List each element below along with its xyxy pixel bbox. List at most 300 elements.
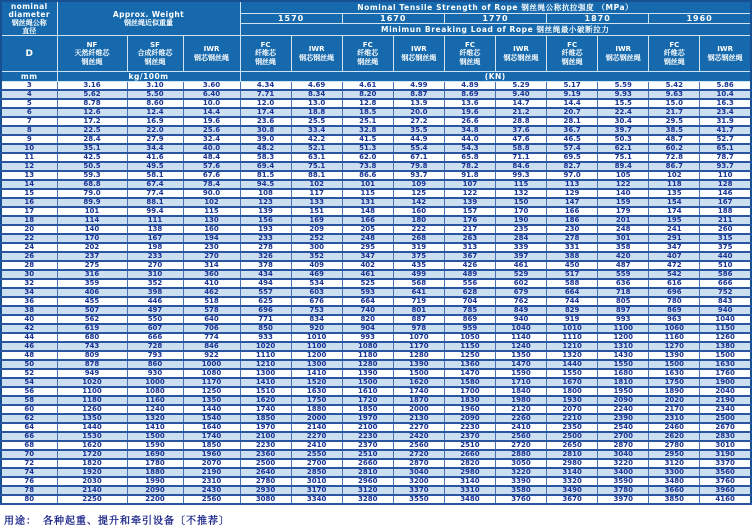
- table-row-d16: [1, 198, 751, 207]
- cell-value: 1520: [291, 378, 342, 387]
- cell-value: 1200: [598, 333, 649, 342]
- cell-value: 1920: [57, 468, 127, 477]
- cell-value: 3010: [700, 441, 751, 450]
- table-row-d68: [1, 441, 751, 450]
- cell-value: 140: [57, 225, 127, 234]
- cell-value: 426: [444, 261, 495, 270]
- cell-value: 849: [495, 306, 546, 315]
- cell-value: 102: [183, 198, 240, 207]
- cell-value: 1310: [598, 342, 649, 351]
- table-row-d17: [1, 207, 751, 216]
- cell-value: 122: [598, 180, 649, 189]
- cell-value: 2210: [547, 414, 598, 423]
- cell-value: 1020: [57, 378, 127, 387]
- cell-diameter: 12: [1, 162, 57, 171]
- cell-value: 57.4: [547, 144, 598, 153]
- strength-1870: 1870: [547, 14, 649, 24]
- cell-value: 81.5: [240, 171, 291, 180]
- col-header-tensile-strength: Nominal Tensile Strength of Rope 钢丝绳公称抗拉强度 （MPa）: [240, 1, 751, 14]
- cell-value: 3050: [495, 459, 546, 468]
- cell-value: 1390: [342, 369, 393, 378]
- cell-diameter: 50: [1, 360, 57, 369]
- cell-value: 1590: [127, 441, 183, 450]
- cell-value: 1880: [127, 468, 183, 477]
- cell-value: 59.3: [57, 171, 127, 180]
- cell-value: 25.6: [183, 126, 240, 135]
- cell-value: 3390: [495, 477, 546, 486]
- cell-value: 69.4: [240, 162, 291, 171]
- cell-value: 402: [342, 261, 393, 270]
- table-row-d58: [1, 396, 751, 405]
- cell-value: 17.2: [57, 117, 127, 126]
- cell-value: 2270: [393, 423, 444, 432]
- cell-value: 2340: [700, 405, 751, 414]
- cell-value: 2140: [291, 423, 342, 432]
- cell-value: 3370: [393, 486, 444, 495]
- nominal-diameter-zh-line2: 直径: [22, 26, 37, 35]
- cell-value: 375: [393, 252, 444, 261]
- cell-value: 123: [240, 198, 291, 207]
- cell-value: 166: [547, 207, 598, 216]
- cell-value: 46.5: [547, 135, 598, 144]
- cell-value: 39.7: [598, 126, 649, 135]
- cell-value: 2230: [240, 441, 291, 450]
- cell-value: 1750: [291, 396, 342, 405]
- cell-diameter: 62: [1, 414, 57, 423]
- cell-value: 9.63: [649, 90, 700, 99]
- cell-value: 41.5: [342, 135, 393, 144]
- cell-value: 510: [700, 261, 751, 270]
- cell-value: 568: [393, 279, 444, 288]
- cell-value: 32.4: [183, 135, 240, 144]
- cell-value: 664: [342, 297, 393, 306]
- cell-value: 86.7: [649, 162, 700, 171]
- cell-value: 8.20: [342, 90, 393, 99]
- cell-diameter: 15: [1, 189, 57, 198]
- cell-value: 67.4: [127, 180, 183, 189]
- cell-value: 109: [393, 180, 444, 189]
- cell-diameter: 30: [1, 270, 57, 279]
- cell-value: 887: [393, 315, 444, 324]
- cell-value: 2200: [127, 495, 183, 504]
- cell-value: 313: [444, 243, 495, 252]
- cell-value: 42.5: [57, 153, 127, 162]
- cell-value: 1990: [127, 477, 183, 486]
- cell-value: 603: [291, 288, 342, 297]
- cell-diameter: 32: [1, 279, 57, 288]
- cell-value: 5.59: [598, 82, 649, 91]
- cell-value: 1850: [342, 405, 393, 414]
- cell-value: 489: [444, 270, 495, 279]
- cell-value: 28.1: [547, 117, 598, 126]
- cell-value: 1500: [649, 360, 700, 369]
- cell-value: 1680: [598, 369, 649, 378]
- table-row-d74: [1, 468, 751, 477]
- cell-value: 1010: [547, 324, 598, 333]
- cell-value: 1510: [240, 387, 291, 396]
- cell-value: 1160: [127, 396, 183, 405]
- table-row-d26: [1, 252, 751, 261]
- cell-value: 719: [393, 297, 444, 306]
- table-row-d64: [1, 423, 751, 432]
- table-row-d4: [1, 90, 751, 99]
- cell-value: 1410: [240, 378, 291, 387]
- unit-kg-per-100m: kg/100m: [57, 72, 240, 82]
- cell-value: 1280: [342, 360, 393, 369]
- cell-value: 1470: [444, 369, 495, 378]
- cell-value: 17.4: [240, 108, 291, 117]
- cell-value: 44.0: [444, 135, 495, 144]
- approx-weight-en: Approx. Weight: [112, 9, 185, 19]
- cell-diameter: 76: [1, 477, 57, 486]
- cell-value: 2170: [649, 405, 700, 414]
- cell-value: 679: [495, 288, 546, 297]
- cell-value: 846: [183, 342, 240, 351]
- cell-value: 159: [598, 198, 649, 207]
- cell-value: 186: [547, 216, 598, 225]
- cell-value: 39.0: [240, 135, 291, 144]
- cell-diameter: 22: [1, 234, 57, 243]
- cell-value: 2700: [598, 432, 649, 441]
- cell-value: 102: [649, 171, 700, 180]
- cell-value: 940: [495, 315, 546, 324]
- cell-value: 3040: [393, 468, 444, 477]
- cell-value: 205: [342, 225, 393, 234]
- cell-value: 1150: [700, 324, 751, 333]
- cell-value: 13.9: [393, 99, 444, 108]
- cell-value: 1300: [240, 369, 291, 378]
- cell-value: 111: [127, 216, 183, 225]
- cell-value: 42.2: [291, 135, 342, 144]
- cell-value: 1830: [444, 396, 495, 405]
- cell-diameter: 13: [1, 171, 57, 180]
- cell-value: 89.9: [57, 198, 127, 207]
- cell-value: 278: [547, 234, 598, 243]
- cell-value: 801: [393, 306, 444, 315]
- cell-value: 2230: [342, 432, 393, 441]
- cell-value: 314: [183, 261, 240, 270]
- cell-value: 316: [57, 270, 127, 279]
- col-header-iwr-1670: IWR 钢芯钢丝绳: [393, 36, 444, 72]
- cell-diameter: 10: [1, 144, 57, 153]
- table-row-d10: [1, 144, 751, 153]
- cell-value: 331: [547, 243, 598, 252]
- cell-value: 170: [495, 207, 546, 216]
- cell-value: 829: [547, 306, 598, 315]
- cell-value: 780: [649, 297, 700, 306]
- cell-value: 101: [342, 180, 393, 189]
- cell-value: 1350: [183, 396, 240, 405]
- cell-value: 201: [598, 216, 649, 225]
- cell-value: 195: [649, 216, 700, 225]
- cell-value: 1640: [183, 423, 240, 432]
- cell-value: 2870: [598, 441, 649, 450]
- cell-value: 559: [598, 270, 649, 279]
- cell-value: 2140: [57, 486, 127, 495]
- units-row: [1, 72, 751, 82]
- cell-value: 1970: [240, 423, 291, 432]
- cell-diameter: 60: [1, 405, 57, 414]
- cell-diameter: 74: [1, 468, 57, 477]
- cell-value: 275: [57, 261, 127, 270]
- cell-value: 2420: [393, 432, 444, 441]
- nominal-diameter-zh-line1: 钢丝绳公称: [11, 18, 47, 27]
- cell-value: 108: [240, 189, 291, 198]
- cell-value: 3580: [495, 486, 546, 495]
- strength-1570: 1570: [240, 14, 342, 24]
- cell-diameter: 7: [1, 117, 57, 126]
- cell-value: 2070: [183, 459, 240, 468]
- cell-value: 1100: [57, 387, 127, 396]
- cell-diameter: 48: [1, 351, 57, 360]
- cell-value: 1620: [57, 441, 127, 450]
- cell-value: 1630: [291, 387, 342, 396]
- table-row-d80: [1, 495, 751, 504]
- table-row-d40: [1, 315, 751, 324]
- col-header-iwr-steel-core-weight: [183, 36, 240, 72]
- cell-value: 499: [393, 270, 444, 279]
- cell-value: 15.5: [598, 99, 649, 108]
- cell-value: 507: [57, 306, 127, 315]
- cell-value: 1350: [57, 414, 127, 423]
- cell-value: 461: [342, 270, 393, 279]
- cell-value: 1380: [700, 342, 751, 351]
- cell-value: 1440: [183, 405, 240, 414]
- cell-value: 959: [444, 324, 495, 333]
- cell-value: 2700: [291, 459, 342, 468]
- cell-value: 101: [57, 207, 127, 216]
- cell-value: 1850: [240, 414, 291, 423]
- table-row-d56: [1, 387, 751, 396]
- cell-value: 78.7: [700, 153, 751, 162]
- col-header-fc-1960: FC 纤维芯 钢丝绳: [649, 36, 700, 72]
- cell-value: 25.5: [291, 117, 342, 126]
- cell-value: 1740: [183, 432, 240, 441]
- cell-value: 1040: [700, 315, 751, 324]
- cell-value: 319: [393, 243, 444, 252]
- cell-value: 211: [700, 216, 751, 225]
- cell-value: 1740: [240, 405, 291, 414]
- cell-value: 16.3: [700, 99, 751, 108]
- cell-value: 54.3: [444, 144, 495, 153]
- cell-value: 3670: [547, 495, 598, 504]
- cell-diameter: 78: [1, 486, 57, 495]
- cell-value: 3780: [598, 486, 649, 495]
- cell-value: 32.8: [342, 126, 393, 135]
- strength-1770: 1770: [444, 14, 546, 24]
- cell-value: 36.7: [547, 126, 598, 135]
- cell-value: 1970: [342, 414, 393, 423]
- cell-value: 23.4: [700, 108, 751, 117]
- cell-value: 170: [57, 234, 127, 243]
- cell-value: 809: [57, 351, 127, 360]
- subheader-row: [1, 36, 751, 72]
- cell-value: 22.0: [127, 126, 183, 135]
- cell-value: 222: [393, 225, 444, 234]
- cell-value: 2500: [240, 459, 291, 468]
- cell-value: 462: [183, 288, 240, 297]
- cell-value: 62.1: [598, 144, 649, 153]
- nominal-diameter-en-line1: nominal: [10, 1, 48, 11]
- cell-value: 1750: [649, 378, 700, 387]
- cell-value: 3960: [700, 486, 751, 495]
- cell-value: 2510: [342, 450, 393, 459]
- cell-value: 82.7: [547, 162, 598, 171]
- cell-value: 37.6: [495, 126, 546, 135]
- col-header-fc-1570: FC 纤维芯 钢丝绳: [240, 36, 291, 72]
- cell-value: 1550: [598, 360, 649, 369]
- cell-value: 1350: [495, 351, 546, 360]
- cell-value: 497: [127, 306, 183, 315]
- cell-value: 557: [240, 288, 291, 297]
- cell-value: 233: [127, 252, 183, 261]
- cell-value: 2260: [495, 414, 546, 423]
- cell-value: 494: [240, 279, 291, 288]
- cell-value: 180: [393, 216, 444, 225]
- cell-value: 2810: [547, 450, 598, 459]
- cell-value: 1210: [547, 342, 598, 351]
- col-header-approx-weight: [57, 1, 240, 36]
- cell-value: 616: [649, 279, 700, 288]
- cell-value: 2980: [547, 459, 598, 468]
- cell-value: 150: [495, 198, 546, 207]
- cell-value: 1850: [183, 441, 240, 450]
- cell-value: 1620: [393, 378, 444, 387]
- cell-value: 5.17: [547, 82, 598, 91]
- cell-value: 230: [547, 225, 598, 234]
- cell-value: 619: [57, 324, 127, 333]
- cell-value: 2660: [444, 450, 495, 459]
- cell-value: 1170: [393, 342, 444, 351]
- cell-value: 295: [342, 243, 393, 252]
- cell-value: 3220: [598, 459, 649, 468]
- cell-value: 3140: [547, 468, 598, 477]
- cell-value: 1180: [57, 396, 127, 405]
- cell-value: 237: [57, 252, 127, 261]
- cell-value: 157: [444, 207, 495, 216]
- cell-value: 407: [649, 252, 700, 261]
- cell-value: 67.6: [183, 171, 240, 180]
- cell-value: 2250: [57, 495, 127, 504]
- cell-value: 5.50: [127, 90, 183, 99]
- nominal-diameter-en-line2: diameter: [8, 9, 50, 19]
- cell-value: 241: [649, 225, 700, 234]
- cell-value: 151: [291, 207, 342, 216]
- cell-value: 4160: [700, 495, 751, 504]
- cell-value: 194: [183, 234, 240, 243]
- cell-value: 388: [547, 252, 598, 261]
- cell-value: 50.3: [598, 135, 649, 144]
- cell-value: 588: [547, 279, 598, 288]
- cell-value: 1800: [547, 387, 598, 396]
- cell-value: 13.6: [444, 99, 495, 108]
- cell-value: 1080: [127, 387, 183, 396]
- cell-value: 35.1: [57, 144, 127, 153]
- table-row-d38: [1, 306, 751, 315]
- cell-value: 88.1: [291, 171, 342, 180]
- cell-value: 3.60: [183, 82, 240, 91]
- cell-value: 1500: [393, 369, 444, 378]
- cell-value: 33.4: [291, 126, 342, 135]
- cell-value: 2130: [393, 414, 444, 423]
- cell-value: 2810: [342, 468, 393, 477]
- cell-value: 2540: [598, 423, 649, 432]
- cell-value: 1720: [342, 396, 393, 405]
- cell-value: 869: [444, 315, 495, 324]
- cell-value: 217: [444, 225, 495, 234]
- col-header-iwr-1870: IWR 钢芯钢丝绳: [598, 36, 649, 72]
- cell-value: 65.8: [444, 153, 495, 162]
- cell-value: 130: [183, 216, 240, 225]
- cell-diameter: 8: [1, 126, 57, 135]
- cell-value: 3760: [495, 495, 546, 504]
- cell-value: 52.1: [291, 144, 342, 153]
- cell-value: 263: [444, 234, 495, 243]
- cell-value: 115: [495, 180, 546, 189]
- cell-value: 2950: [649, 450, 700, 459]
- cell-value: 2190: [700, 396, 751, 405]
- cell-value: 133: [291, 198, 342, 207]
- cell-value: 174: [649, 207, 700, 216]
- unit-mm: mm: [1, 72, 57, 82]
- cell-value: 55.4: [393, 144, 444, 153]
- cell-value: 1690: [127, 450, 183, 459]
- cell-value: 752: [700, 288, 751, 297]
- cell-value: 744: [547, 297, 598, 306]
- cell-value: 75.1: [598, 153, 649, 162]
- cell-value: 367: [444, 252, 495, 261]
- table-row-d44: [1, 333, 751, 342]
- cell-value: 2370: [444, 432, 495, 441]
- cell-value: 666: [127, 333, 183, 342]
- cell-value: 1900: [700, 378, 751, 387]
- cell-value: 2560: [495, 432, 546, 441]
- cell-value: 233: [240, 234, 291, 243]
- table-row-d78: [1, 486, 751, 495]
- cell-value: 50.5: [57, 162, 127, 171]
- cell-value: 86.6: [342, 171, 393, 180]
- cell-value: 3300: [649, 468, 700, 477]
- cell-value: 1100: [598, 324, 649, 333]
- cell-value: 2230: [444, 423, 495, 432]
- cell-value: 1070: [393, 333, 444, 342]
- cell-value: 1390: [649, 351, 700, 360]
- cell-diameter: 46: [1, 342, 57, 351]
- cell-value: 718: [598, 288, 649, 297]
- cell-value: 69.5: [547, 153, 598, 162]
- cell-value: 169: [291, 216, 342, 225]
- cell-value: 93.7: [700, 162, 751, 171]
- cell-value: 58.3: [240, 153, 291, 162]
- cell-value: 8.69: [444, 90, 495, 99]
- cell-value: 260: [700, 225, 751, 234]
- cell-value: 3320: [547, 477, 598, 486]
- cell-value: 8.87: [393, 90, 444, 99]
- cell-value: 1820: [57, 459, 127, 468]
- table-row-d36: [1, 297, 751, 306]
- cell-value: 517: [547, 270, 598, 279]
- cell-value: 696: [240, 306, 291, 315]
- cell-value: 2100: [240, 432, 291, 441]
- cell-value: 252: [291, 234, 342, 243]
- cell-value: 284: [495, 234, 546, 243]
- cell-value: 1240: [127, 405, 183, 414]
- cell-value: 16.9: [127, 117, 183, 126]
- cell-value: 1260: [700, 333, 751, 342]
- cell-value: 1080: [183, 369, 240, 378]
- cell-value: 843: [700, 297, 751, 306]
- cell-value: 93.7: [393, 171, 444, 180]
